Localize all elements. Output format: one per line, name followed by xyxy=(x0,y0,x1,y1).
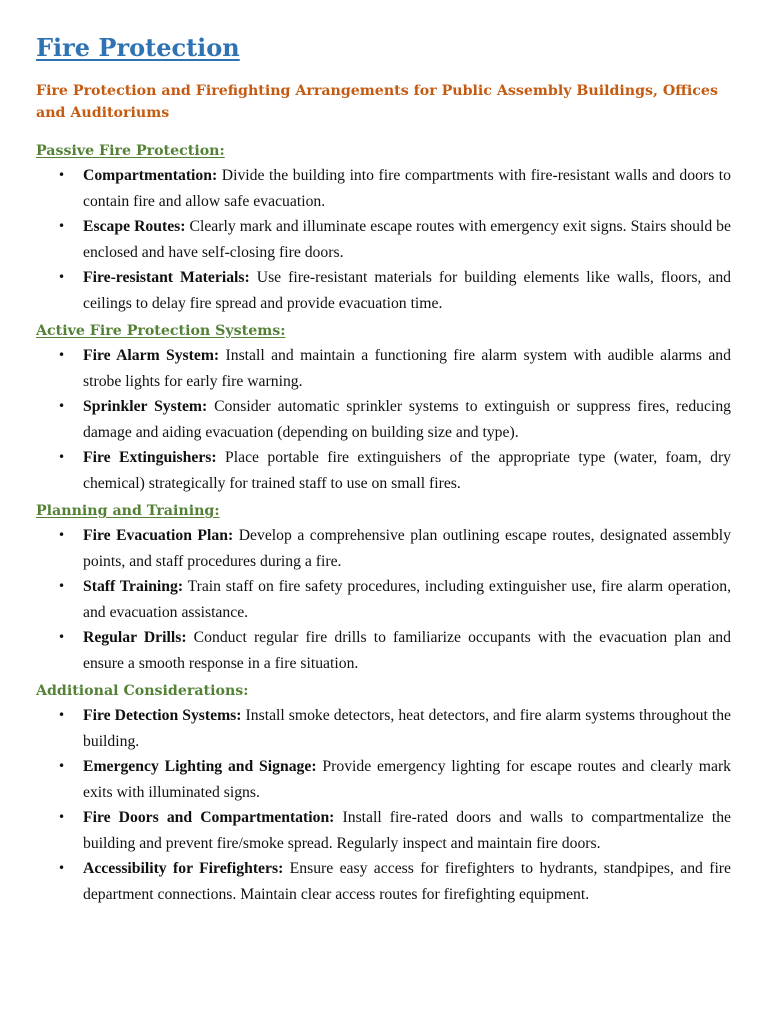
bullet-icon: • xyxy=(58,759,66,773)
item-term: Fire Detection Systems: xyxy=(83,707,242,724)
section-heading: Passive Fire Protection: xyxy=(36,143,225,159)
item-text: Use fire-resistant materials for building elements like walls, floors, and ceilings to delay fire spread and provide evacuation time. xyxy=(83,269,732,312)
list-item xyxy=(36,574,731,625)
item-text: Divide the building into fire compartments with fire-resistant walls and doors to contain fire and allow safe evacuation. xyxy=(83,167,731,210)
item-text: Consider automatic sprinkler systems to extinguish or suppress fires, reducing damage and aiding evacuation (depending on building size and type). xyxy=(83,398,732,441)
section-passive-fire-protection xyxy=(36,140,731,316)
bullet-icon: • xyxy=(58,630,66,644)
bullet-icon: • xyxy=(58,861,66,875)
section-planning-and-training xyxy=(36,500,731,676)
list-item xyxy=(36,265,731,316)
bullet-icon: • xyxy=(58,270,66,284)
item-term: Compartmentation: xyxy=(83,167,218,184)
section-heading: Active Fire Protection Systems: xyxy=(36,323,286,339)
list-item xyxy=(36,856,731,907)
bullet-icon: • xyxy=(58,348,66,362)
list-item xyxy=(36,343,731,394)
item-term: Escape Routes: xyxy=(83,218,186,235)
item-text: Conduct regular fire drills to familiarize occupants with the evacuation plan and ensure a smooth response in a fire situation. xyxy=(83,629,731,672)
list-item xyxy=(36,625,731,676)
list-item xyxy=(36,703,731,754)
list-item xyxy=(36,754,731,805)
item-text: Place portable fire extinguishers of the appropriate type (water, foam, dry chemical) strategically for trained staff to use on small fires. xyxy=(83,449,732,492)
bullet-list xyxy=(36,703,731,907)
bullet-list xyxy=(36,343,731,496)
item-term: Sprinkler System: xyxy=(83,398,208,415)
list-item xyxy=(36,394,731,445)
item-text: Provide emergency lighting for escape routes and clearly mark exits with illuminated signs. xyxy=(83,758,732,801)
item-term: Staff Training: xyxy=(83,578,184,595)
bullet-icon: • xyxy=(58,528,66,542)
bullet-icon: • xyxy=(58,168,66,182)
item-term: Regular Drills: xyxy=(83,629,187,646)
item-term: Fire Doors and Compartmentation: xyxy=(83,809,335,826)
section-heading: Planning and Training: xyxy=(36,503,220,519)
list-item xyxy=(36,805,731,856)
bullet-icon: • xyxy=(58,219,66,233)
item-term: Fire-resistant Materials: xyxy=(83,269,250,286)
bullet-list xyxy=(36,163,731,316)
item-text: Train staff on fire safety procedures, including extinguisher use, fire alarm operation, and evacuation assistance. xyxy=(83,578,732,621)
bullet-icon: • xyxy=(58,579,66,593)
item-term: Fire Alarm System: xyxy=(83,347,220,364)
bullet-icon: • xyxy=(58,708,66,722)
item-text: Clearly mark and illuminate escape routes with emergency exit signs. Stairs should be enclosed and have self-closing fire doors. xyxy=(83,218,731,261)
list-item xyxy=(36,163,731,214)
section-active-fire-protection-systems xyxy=(36,320,731,496)
list-item xyxy=(36,523,731,574)
item-text: Install smoke detectors, heat detectors, and fire alarm systems throughout the building. xyxy=(83,707,732,750)
section-additional-considerations xyxy=(36,680,731,907)
page-subtitle: Fire Protection and Firefighting Arrangements for Public Assembly Buildings, Offices and Auditoriums xyxy=(36,83,718,121)
item-term: Fire Extinguishers: xyxy=(83,449,217,466)
bullet-icon: • xyxy=(58,810,66,824)
item-term: Fire Evacuation Plan: xyxy=(83,527,234,544)
item-text: Develop a comprehensive plan outlining escape routes, designated assembly points, and staff procedures during a fire. xyxy=(83,527,732,570)
item-term: Accessibility for Firefighters: xyxy=(83,860,284,877)
bullet-icon: • xyxy=(58,399,66,413)
item-term: Emergency Lighting and Signage: xyxy=(83,758,317,775)
page-title: Fire Protection xyxy=(36,33,240,62)
item-text: Install and maintain a functioning fire alarm system with audible alarms and strobe lights for early fire warning. xyxy=(83,347,731,390)
bullet-list xyxy=(36,523,731,676)
section-heading: Additional Considerations: xyxy=(36,683,249,699)
item-text: Install fire-rated doors and walls to compartmentalize the building and prevent fire/smoke spread. Regularly inspect and maintain fire doors. xyxy=(83,809,732,852)
item-text: Ensure easy access for firefighters to hydrants, standpipes, and fire department connections. Maintain clear access routes for firefighting equipment. xyxy=(83,860,731,903)
list-item xyxy=(36,214,731,265)
list-item xyxy=(36,445,731,496)
bullet-icon: • xyxy=(58,450,66,464)
